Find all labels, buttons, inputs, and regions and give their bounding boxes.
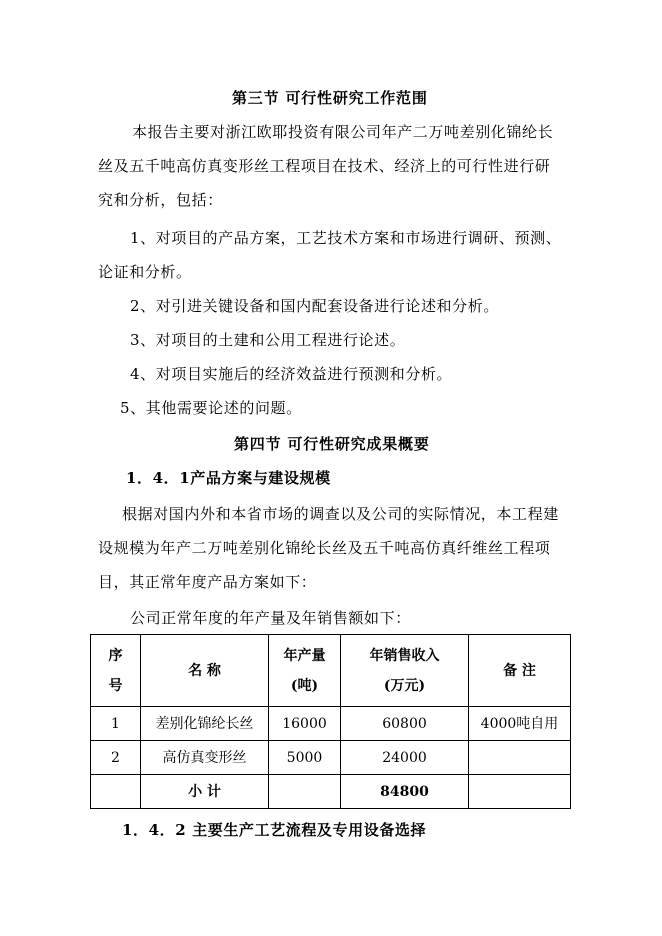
cell-note xyxy=(469,741,571,775)
header-note: 备 注 xyxy=(469,635,571,707)
section4-title: 第四节 可行性研究成果概要 xyxy=(234,435,430,453)
cell-name: 差别化锦纶长丝 xyxy=(141,707,269,741)
cell-output: 16000 xyxy=(269,707,341,741)
cell-seq: 1 xyxy=(91,707,141,741)
cell-note-empty xyxy=(469,775,571,809)
product-table xyxy=(90,634,571,809)
subsection-1-4-1: 1．4．1产品方案与建设规模 xyxy=(126,469,331,487)
subtotal-label: 小 计 xyxy=(141,775,269,809)
cell-name: 高仿真变形丝 xyxy=(141,741,269,775)
para-line-3: 目，其正常年度产品方案如下： xyxy=(98,573,317,591)
list-item-5: 5、其他需要论述的问题。 xyxy=(120,399,302,417)
subtotal-revenue: 84800 xyxy=(341,775,469,809)
subsection-1-4-2: 1．4．2 主要生产工艺流程及专用设备选择 xyxy=(122,821,427,839)
table-row xyxy=(91,707,571,741)
header-output: 年产量 (吨) xyxy=(269,635,341,707)
cell-seq-empty xyxy=(91,775,141,809)
cell-seq: 2 xyxy=(91,741,141,775)
intro-line-3: 究和分析，包括： xyxy=(98,191,223,209)
cell-revenue: 60800 xyxy=(341,707,469,741)
table-caption: 公司正常年度的年产量及年销售额如下： xyxy=(130,609,411,627)
header-name: 名 称 xyxy=(141,635,269,707)
para-line-2: 设规模为年产二万吨差别化锦纶长丝及五千吨高仿真纤维丝工程项 xyxy=(98,539,551,557)
header-revenue: 年销售收入 (万元) xyxy=(341,635,469,707)
intro-line-2: 丝及五千吨高仿真变形丝工程项目在技术、经济上的可行性进行研 xyxy=(98,157,551,175)
list-item-1: 1、对项目的产品方案，工艺技术方案和市场进行调研、预测、 xyxy=(130,229,562,247)
cell-revenue: 24000 xyxy=(341,741,469,775)
list-item-4: 4、对项目实施后的经济效益进行预测和分析。 xyxy=(130,365,453,383)
intro-line-1: 本报告主要对浙江欧耶投资有限公司年产二万吨差别化锦纶长 xyxy=(132,123,554,141)
list-item-3: 3、对项目的土建和公用工程进行论述。 xyxy=(130,331,406,349)
list-item-1-cont: 论证和分析。 xyxy=(98,263,192,281)
cell-note: 4000吨自用 xyxy=(469,707,571,741)
cell-output-empty xyxy=(269,775,341,809)
section3-title: 第三节 可行性研究工作范围 xyxy=(232,89,428,107)
table-header-row xyxy=(91,635,571,707)
cell-output: 5000 xyxy=(269,741,341,775)
para-line-1: 根据对国内外和本省市场的调查以及公司的实际情况，本工程建 xyxy=(122,505,559,523)
header-seq: 序 号 xyxy=(91,635,141,707)
table-row xyxy=(91,741,571,775)
list-item-2: 2、对引进关键设备和国内配套设备进行论述和分析。 xyxy=(130,297,499,315)
table-subtotal-row xyxy=(91,775,571,809)
